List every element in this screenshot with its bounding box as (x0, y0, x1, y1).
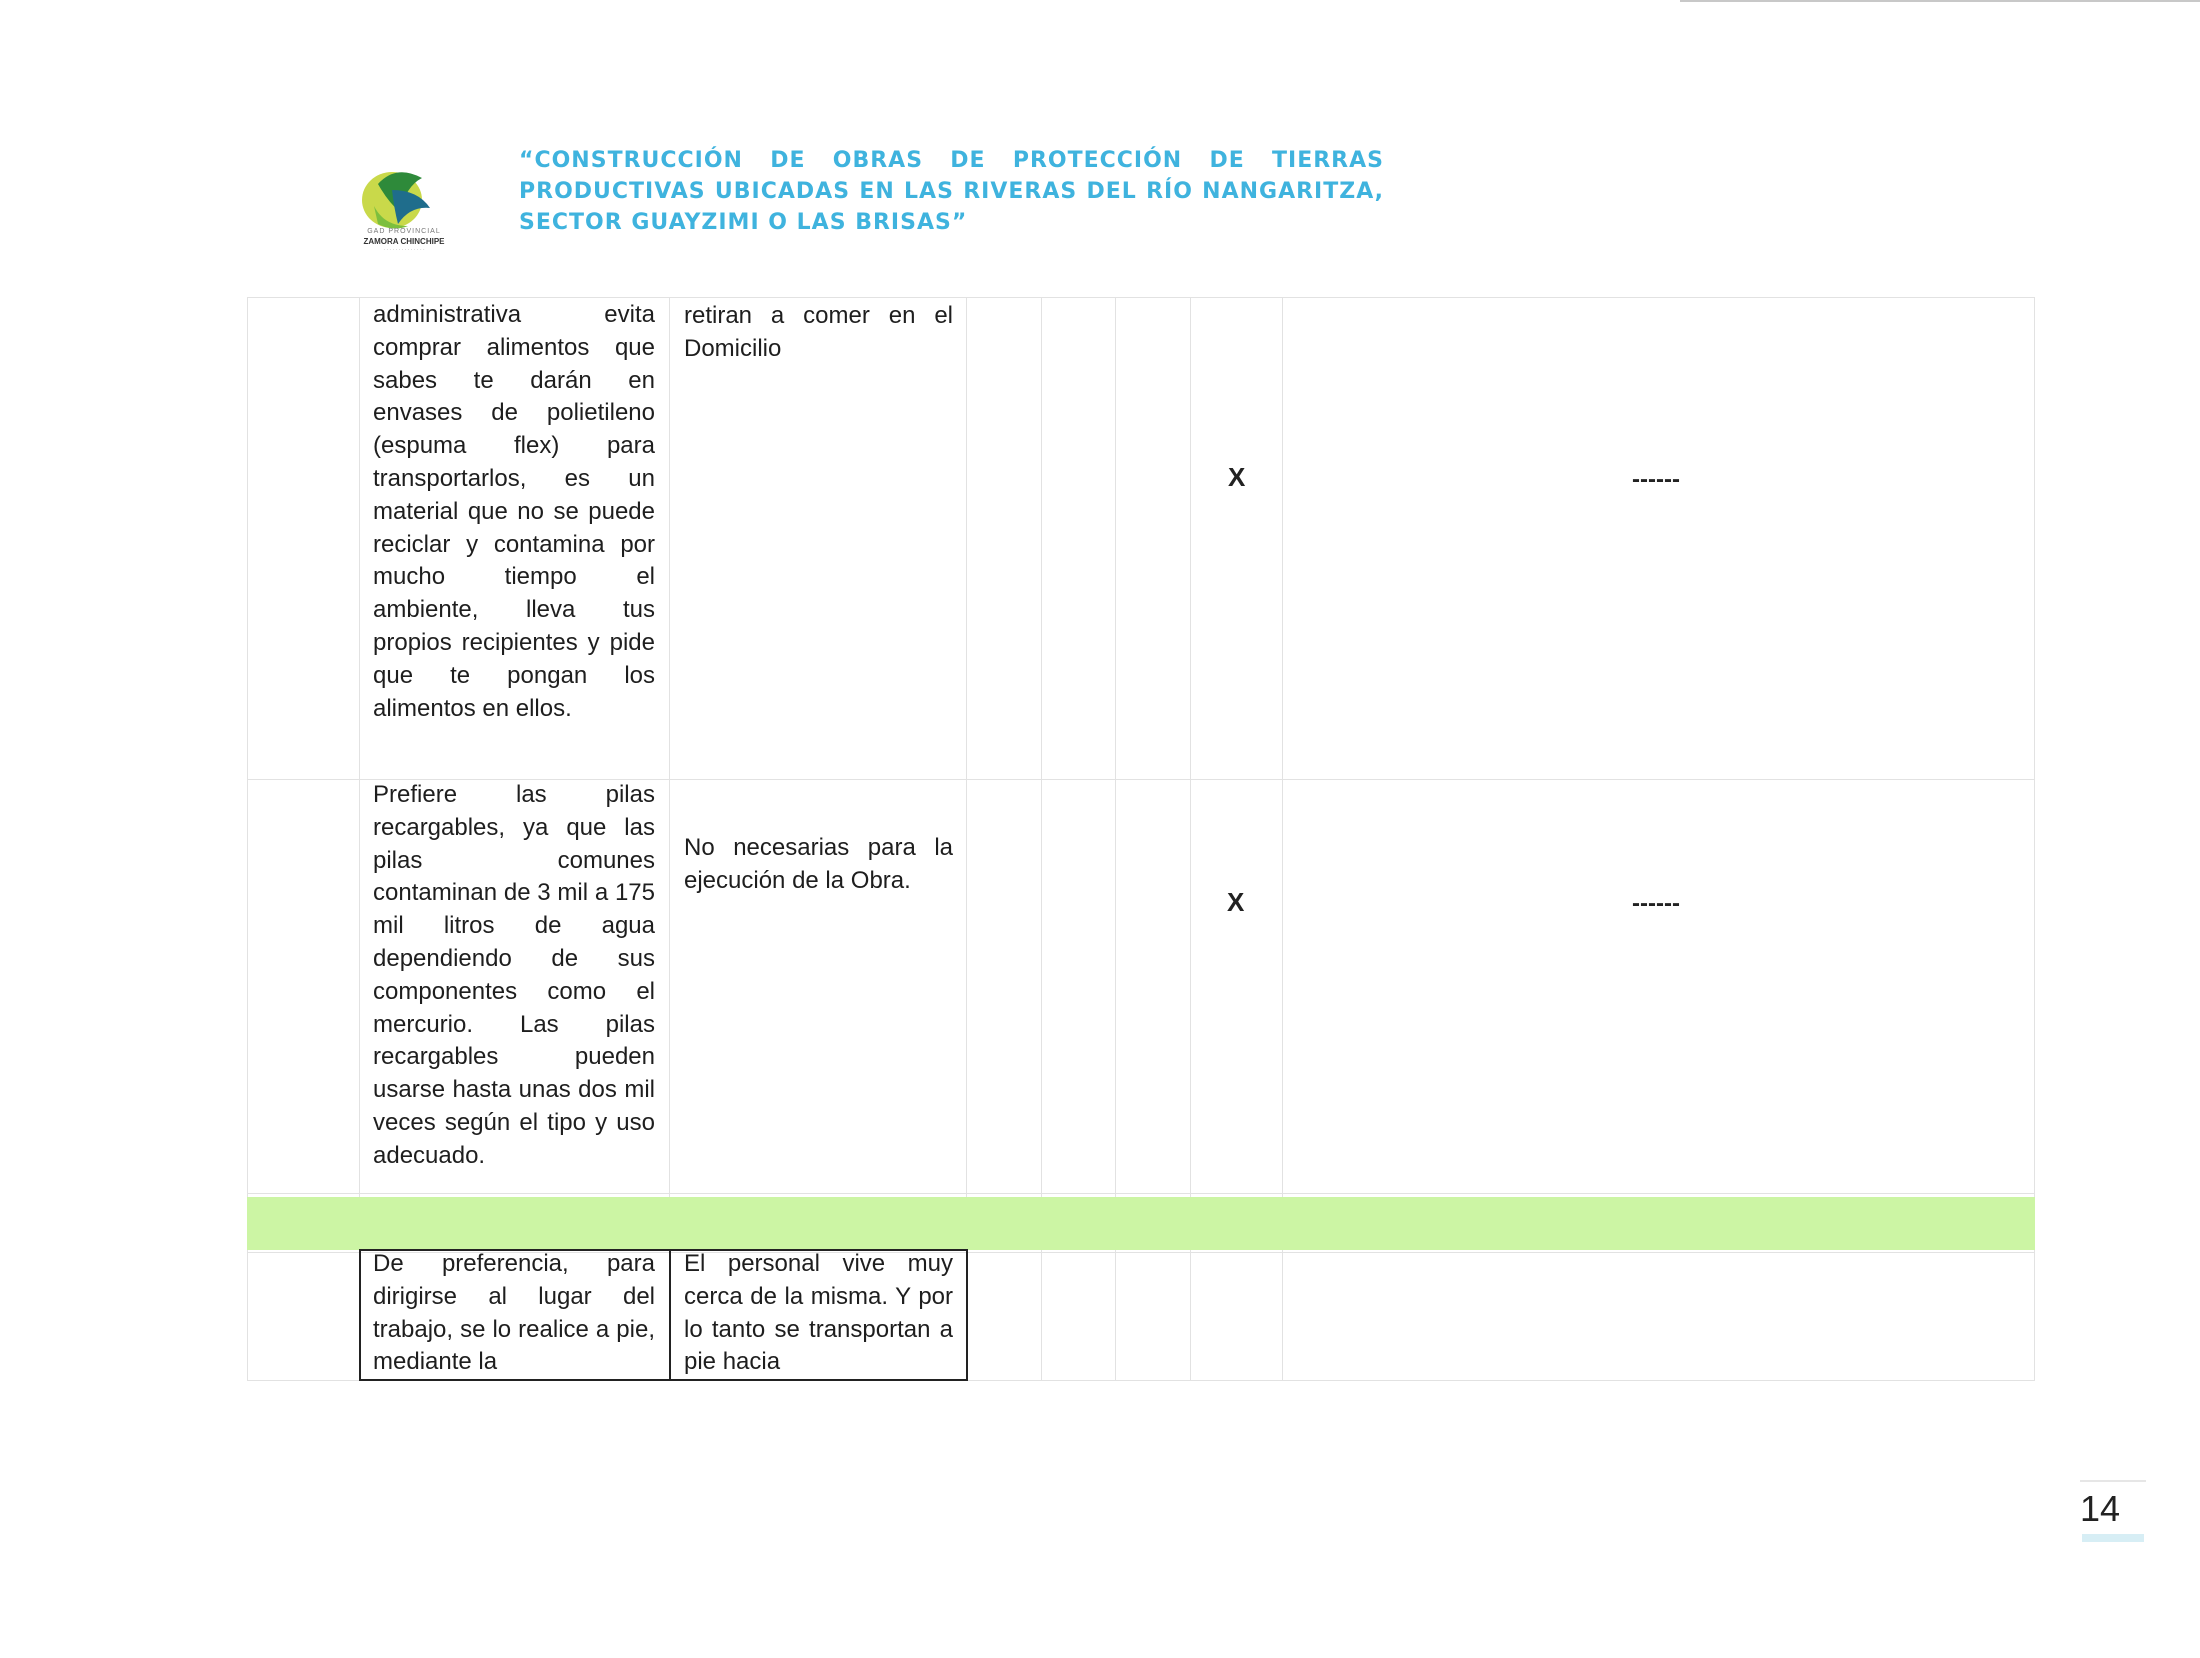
table-cell-justification-2: No necesarias para la ejecución de la Obra. (684, 834, 953, 894)
page-number-rule (2080, 1480, 2146, 1482)
logo-caption-name: ZAMORA CHINCHIPE (363, 237, 445, 246)
logo-caption-small: · · · · · · · · · · · · · · (383, 247, 425, 253)
table-cell-justification-1: retiran a comer en el Domicilio (684, 302, 953, 362)
section-highlight-band (247, 1197, 2035, 1250)
logo-caption-top: GAD PROVINCIAL (367, 228, 441, 235)
table-cell-measure-3: De preferencia, para dirigirse al lugar del trabajo, se lo realice a pie, mediante la (373, 1250, 655, 1376)
table-cell-measure-2: Prefiere las pilas recargables, ya que las pilas comunes contaminan de 3 mil a 175 mil litros de agua dependiendo de sus componentes como el mercurio. Las pilas recargables pueden usarse hasta unas dos mil veces según el tipo y uso adecuado. (373, 781, 655, 1169)
top-edge-line (1680, 0, 2200, 2)
table-cell-measure-1: administrativa evita comprar alimentos que sabes te darán en envases de polietileno (espuma flex) para transportarlos, es un material que no se puede reciclar y contamina por mucho tiempo el ambiente, lleva tus propios recipientes y pide que te pongan los alimentos en ellos. (373, 301, 655, 722)
page-number: 14 (2080, 1488, 2121, 1529)
title-line-2: PRODUCTIVAS UBICADAS EN LAS RIVERAS DEL RÍO NANGARITZA, (519, 179, 1384, 204)
table-cell-check-1: X (1228, 462, 1246, 492)
title-line-1: “CONSTRUCCIÓN DE OBRAS DE PROTECCIÓN DE TIERRAS (519, 148, 1384, 173)
table-cell-observation-1: ------ (1632, 466, 1680, 493)
page-number-underline (2082, 1534, 2144, 1542)
title-line-3: SECTOR GUAYZIMI O LAS BRISAS” (519, 210, 968, 235)
document-title (519, 145, 1384, 238)
table-cell-check-2: X (1227, 887, 1245, 917)
table-cell-justification-3: El personal vive muy cerca de la misma. Y por lo tanto se transportan a pie hacia (684, 1250, 953, 1376)
table-cell-observation-2: ------ (1632, 890, 1680, 917)
